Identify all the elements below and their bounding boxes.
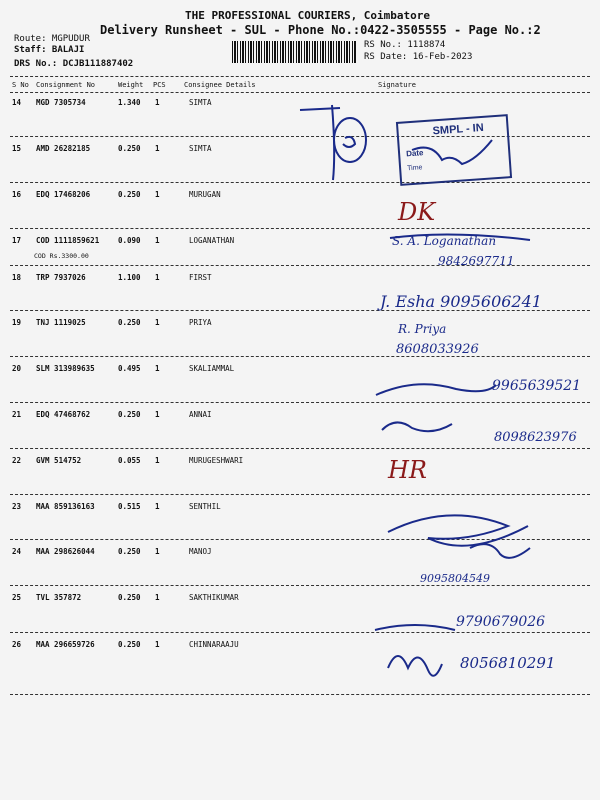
- row-sno: 20: [12, 364, 22, 373]
- row-consignment-no: MAA 859136163: [36, 502, 95, 511]
- col-consignee: Consignee Details: [184, 81, 256, 89]
- row-sno: 17: [12, 236, 22, 245]
- col-signature: Signature: [378, 81, 416, 89]
- row-weight: 0.055: [118, 456, 141, 465]
- signature-17: S. A. Loganathan: [392, 234, 497, 248]
- row-consignee: MURUGESHWARI: [189, 456, 244, 465]
- row-consignee: PRIYA: [189, 318, 212, 327]
- row-sno: 21: [12, 410, 22, 419]
- row-consignee: LOGANATHAN: [189, 236, 235, 245]
- staff-label: Staff: BALAJI: [14, 45, 85, 55]
- row-weight: 0.250: [118, 593, 141, 602]
- row-weight: 0.250: [118, 144, 141, 153]
- drs-number: DRS No.: DCJB111887402: [14, 59, 134, 69]
- row-consignment-no: GVM 514752: [36, 456, 82, 465]
- row-consignment-no: TVL 357872: [36, 593, 82, 602]
- row-pcs: 1: [155, 410, 160, 419]
- phone-25: 9790679026: [456, 614, 546, 630]
- row-consignee: SIMTA: [189, 98, 212, 107]
- row-weight: 1.100: [118, 273, 141, 282]
- phone-26: 8056810291: [460, 654, 556, 672]
- row-sno: 15: [12, 144, 22, 153]
- row-consignment-no: TRP 7937026: [36, 273, 86, 282]
- signature-18: J. Esha 9095606241: [380, 292, 542, 311]
- row-consignee: CHINNARAAJU: [189, 640, 239, 649]
- col-pcs: PCS: [153, 81, 166, 89]
- phone-19: 8608033926: [396, 342, 479, 357]
- rs-number: RS No.: 1118874: [364, 40, 446, 50]
- row-pcs: 1: [155, 318, 160, 327]
- row-consignment-no: MAA 298626044: [36, 547, 95, 556]
- row-weight: 0.250: [118, 190, 141, 199]
- phone-24: 9095804549: [420, 572, 490, 585]
- row-weight: 0.515: [118, 502, 141, 511]
- row-sno: 19: [12, 318, 22, 327]
- rs-date: RS Date: 16-Feb-2023: [364, 52, 473, 62]
- row-consignee: SKALIAMMAL: [189, 364, 235, 373]
- row-sno: 23: [12, 502, 22, 511]
- row-consignment-no: MGD 7305734: [36, 98, 86, 107]
- route-label: Route: MGPUDUR: [14, 34, 90, 44]
- row-consignee: FIRST: [189, 273, 212, 282]
- signature-16: DK: [398, 198, 436, 226]
- signature-19: R. Priya: [398, 322, 447, 336]
- row-weight: 0.495: [118, 364, 141, 373]
- row-pcs: 1: [155, 236, 160, 245]
- row-sno: 25: [12, 593, 22, 602]
- phone-21: 8098623976: [494, 430, 577, 445]
- row-sno: 26: [12, 640, 22, 649]
- row-pcs: 1: [155, 502, 160, 511]
- row-sno: 16: [12, 190, 22, 199]
- row-pcs: 1: [155, 190, 160, 199]
- runsheet-title: Delivery Runsheet - SUL - Phone No.:0422-3505555 - Page No.:2: [100, 23, 541, 37]
- row-weight: 0.250: [118, 410, 141, 419]
- col-consignment: Consignment No: [36, 81, 96, 89]
- row-sno: 24: [12, 547, 22, 556]
- phone-20: 9965639521: [492, 378, 582, 394]
- row-pcs: 1: [155, 547, 160, 556]
- row-sno: 22: [12, 456, 22, 465]
- row-consignee: MURUGAN: [189, 190, 221, 199]
- phone-17: 9842697711: [438, 254, 515, 268]
- row-pcs: 1: [155, 364, 160, 373]
- row-pcs: 1: [155, 98, 160, 107]
- row-pcs: 1: [155, 593, 160, 602]
- row-consignee: SAKTHIKUMAR: [189, 593, 239, 602]
- company-name: THE PROFESSIONAL COURIERS, Coimbatore: [185, 9, 431, 22]
- row-consignee: SIMTA: [189, 144, 212, 153]
- row-consignment-no: COD 1111859621: [36, 236, 100, 245]
- row-pcs: 1: [155, 273, 160, 282]
- row-consignment-no: EDQ 17468206: [36, 190, 91, 199]
- col-sno: S No: [12, 81, 29, 89]
- row-weight: 0.090: [118, 236, 141, 245]
- row-sno: 18: [12, 273, 22, 282]
- row-consignee: ANNAI: [189, 410, 212, 419]
- row-weight: 0.250: [118, 318, 141, 327]
- row-consignment-no: TNJ 1119025: [36, 318, 86, 327]
- row-consignment-no: EDQ 47468762: [36, 410, 91, 419]
- row-consignment-no: SLM 313989635: [36, 364, 95, 373]
- row-weight: 1.340: [118, 98, 141, 107]
- row-consignment-no: MAA 296659726: [36, 640, 95, 649]
- row-consignee: SENTHIL: [189, 502, 221, 511]
- row-weight: 0.250: [118, 547, 141, 556]
- row-cod-amount: COD Rs.3300.00: [34, 252, 89, 260]
- row-consignee: MANOJ: [189, 547, 212, 556]
- col-weight: Weight: [118, 81, 144, 89]
- row-sno: 14: [12, 98, 22, 107]
- row-weight: 0.250: [118, 640, 141, 649]
- row-pcs: 1: [155, 144, 160, 153]
- row-consignment-no: AMD 26282185: [36, 144, 91, 153]
- company-stamp: SMPL - IN Date Time: [396, 114, 512, 186]
- row-pcs: 1: [155, 456, 160, 465]
- signature-22: HR: [388, 456, 427, 484]
- row-pcs: 1: [155, 640, 160, 649]
